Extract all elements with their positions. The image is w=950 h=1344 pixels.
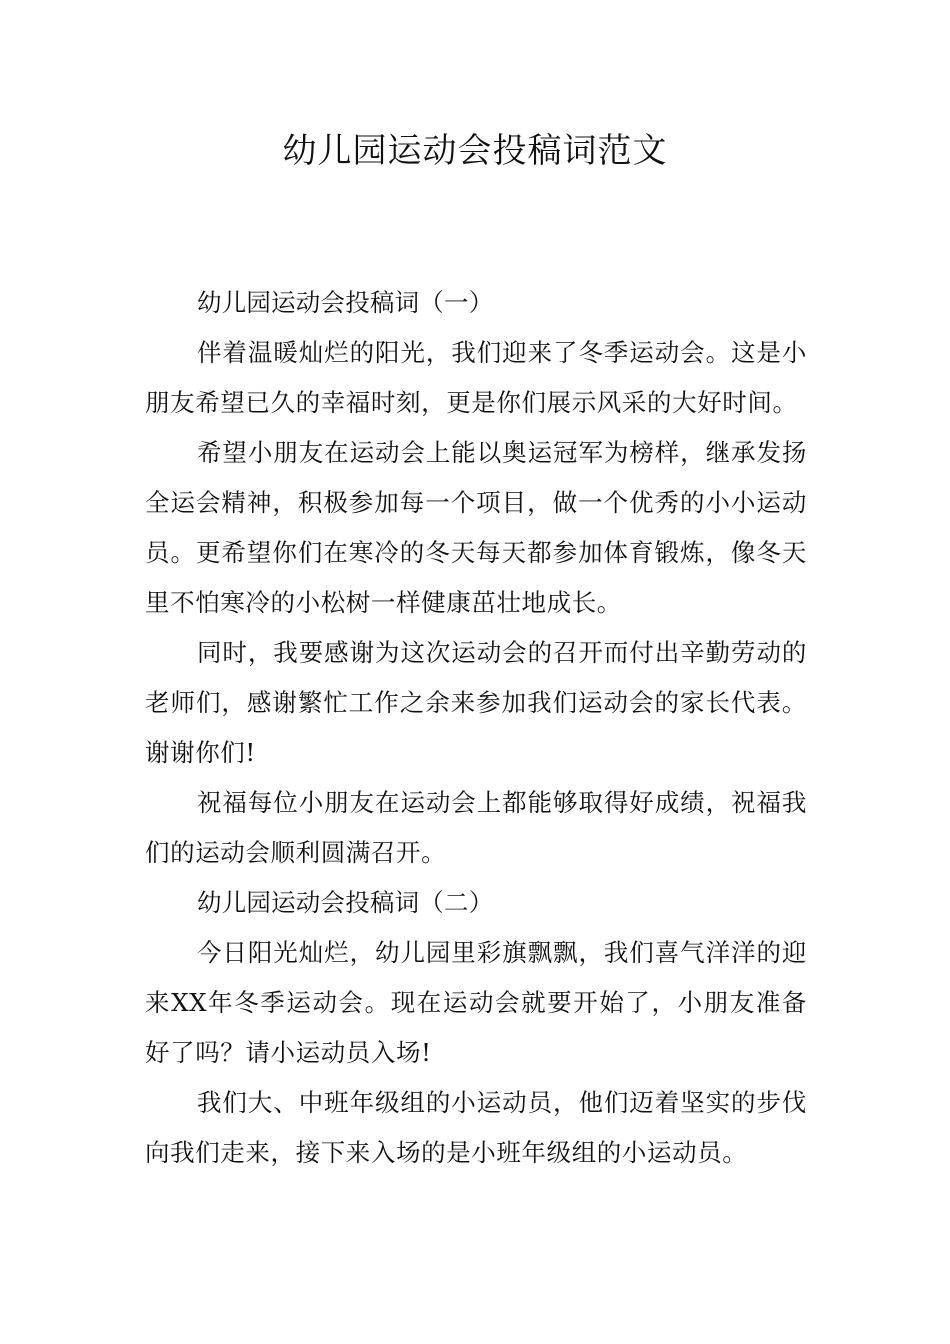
paragraph: 我们大、中班年级组的小运动员，他们迈着坚实的步伐向我们走来，接下来入场的是小班年级组的小运动员。 (145, 1088, 807, 1167)
section-heading-2: 幼儿园运动会投稿词（二） (197, 888, 494, 917)
paragraph: 祝福每位小朋友在运动会上都能够取得好成绩，祝福我们的运动会顺利圆满召开。 (145, 788, 807, 867)
document-body (145, 278, 807, 1178)
section-heading-1: 幼儿园运动会投稿词（一） (197, 288, 494, 317)
paragraph: 伴着温暖灿烂的阳光，我们迎来了冬季运动会。这是小朋友希望已久的幸福时刻，更是你们展示风采的大好时间。 (145, 338, 807, 417)
document-title: 幼儿园运动会投稿词范文 (282, 131, 668, 171)
paragraph: 希望小朋友在运动会上能以奥运冠军为榜样，继承发扬全运会精神，积极参加每一个项目，做一个优秀的小小运动员。更希望你们在寒冷的冬天每天都参加体育锻炼，像冬天里不怕寒冷的小松树一样健康茁壮地成长。 (145, 438, 807, 617)
paragraph: 今日阳光灿烂，幼儿园里彩旗飘飘，我们喜气洋洋的迎来XX年冬季运动会。现在运动会就要开始了，小朋友准备好了吗？请小运动员入场! (145, 938, 807, 1067)
paragraph: 同时，我要感谢为这次运动会的召开而付出辛勤劳动的老师们，感谢繁忙工作之余来参加我们运动会的家长代表。谢谢你们! (145, 638, 807, 767)
